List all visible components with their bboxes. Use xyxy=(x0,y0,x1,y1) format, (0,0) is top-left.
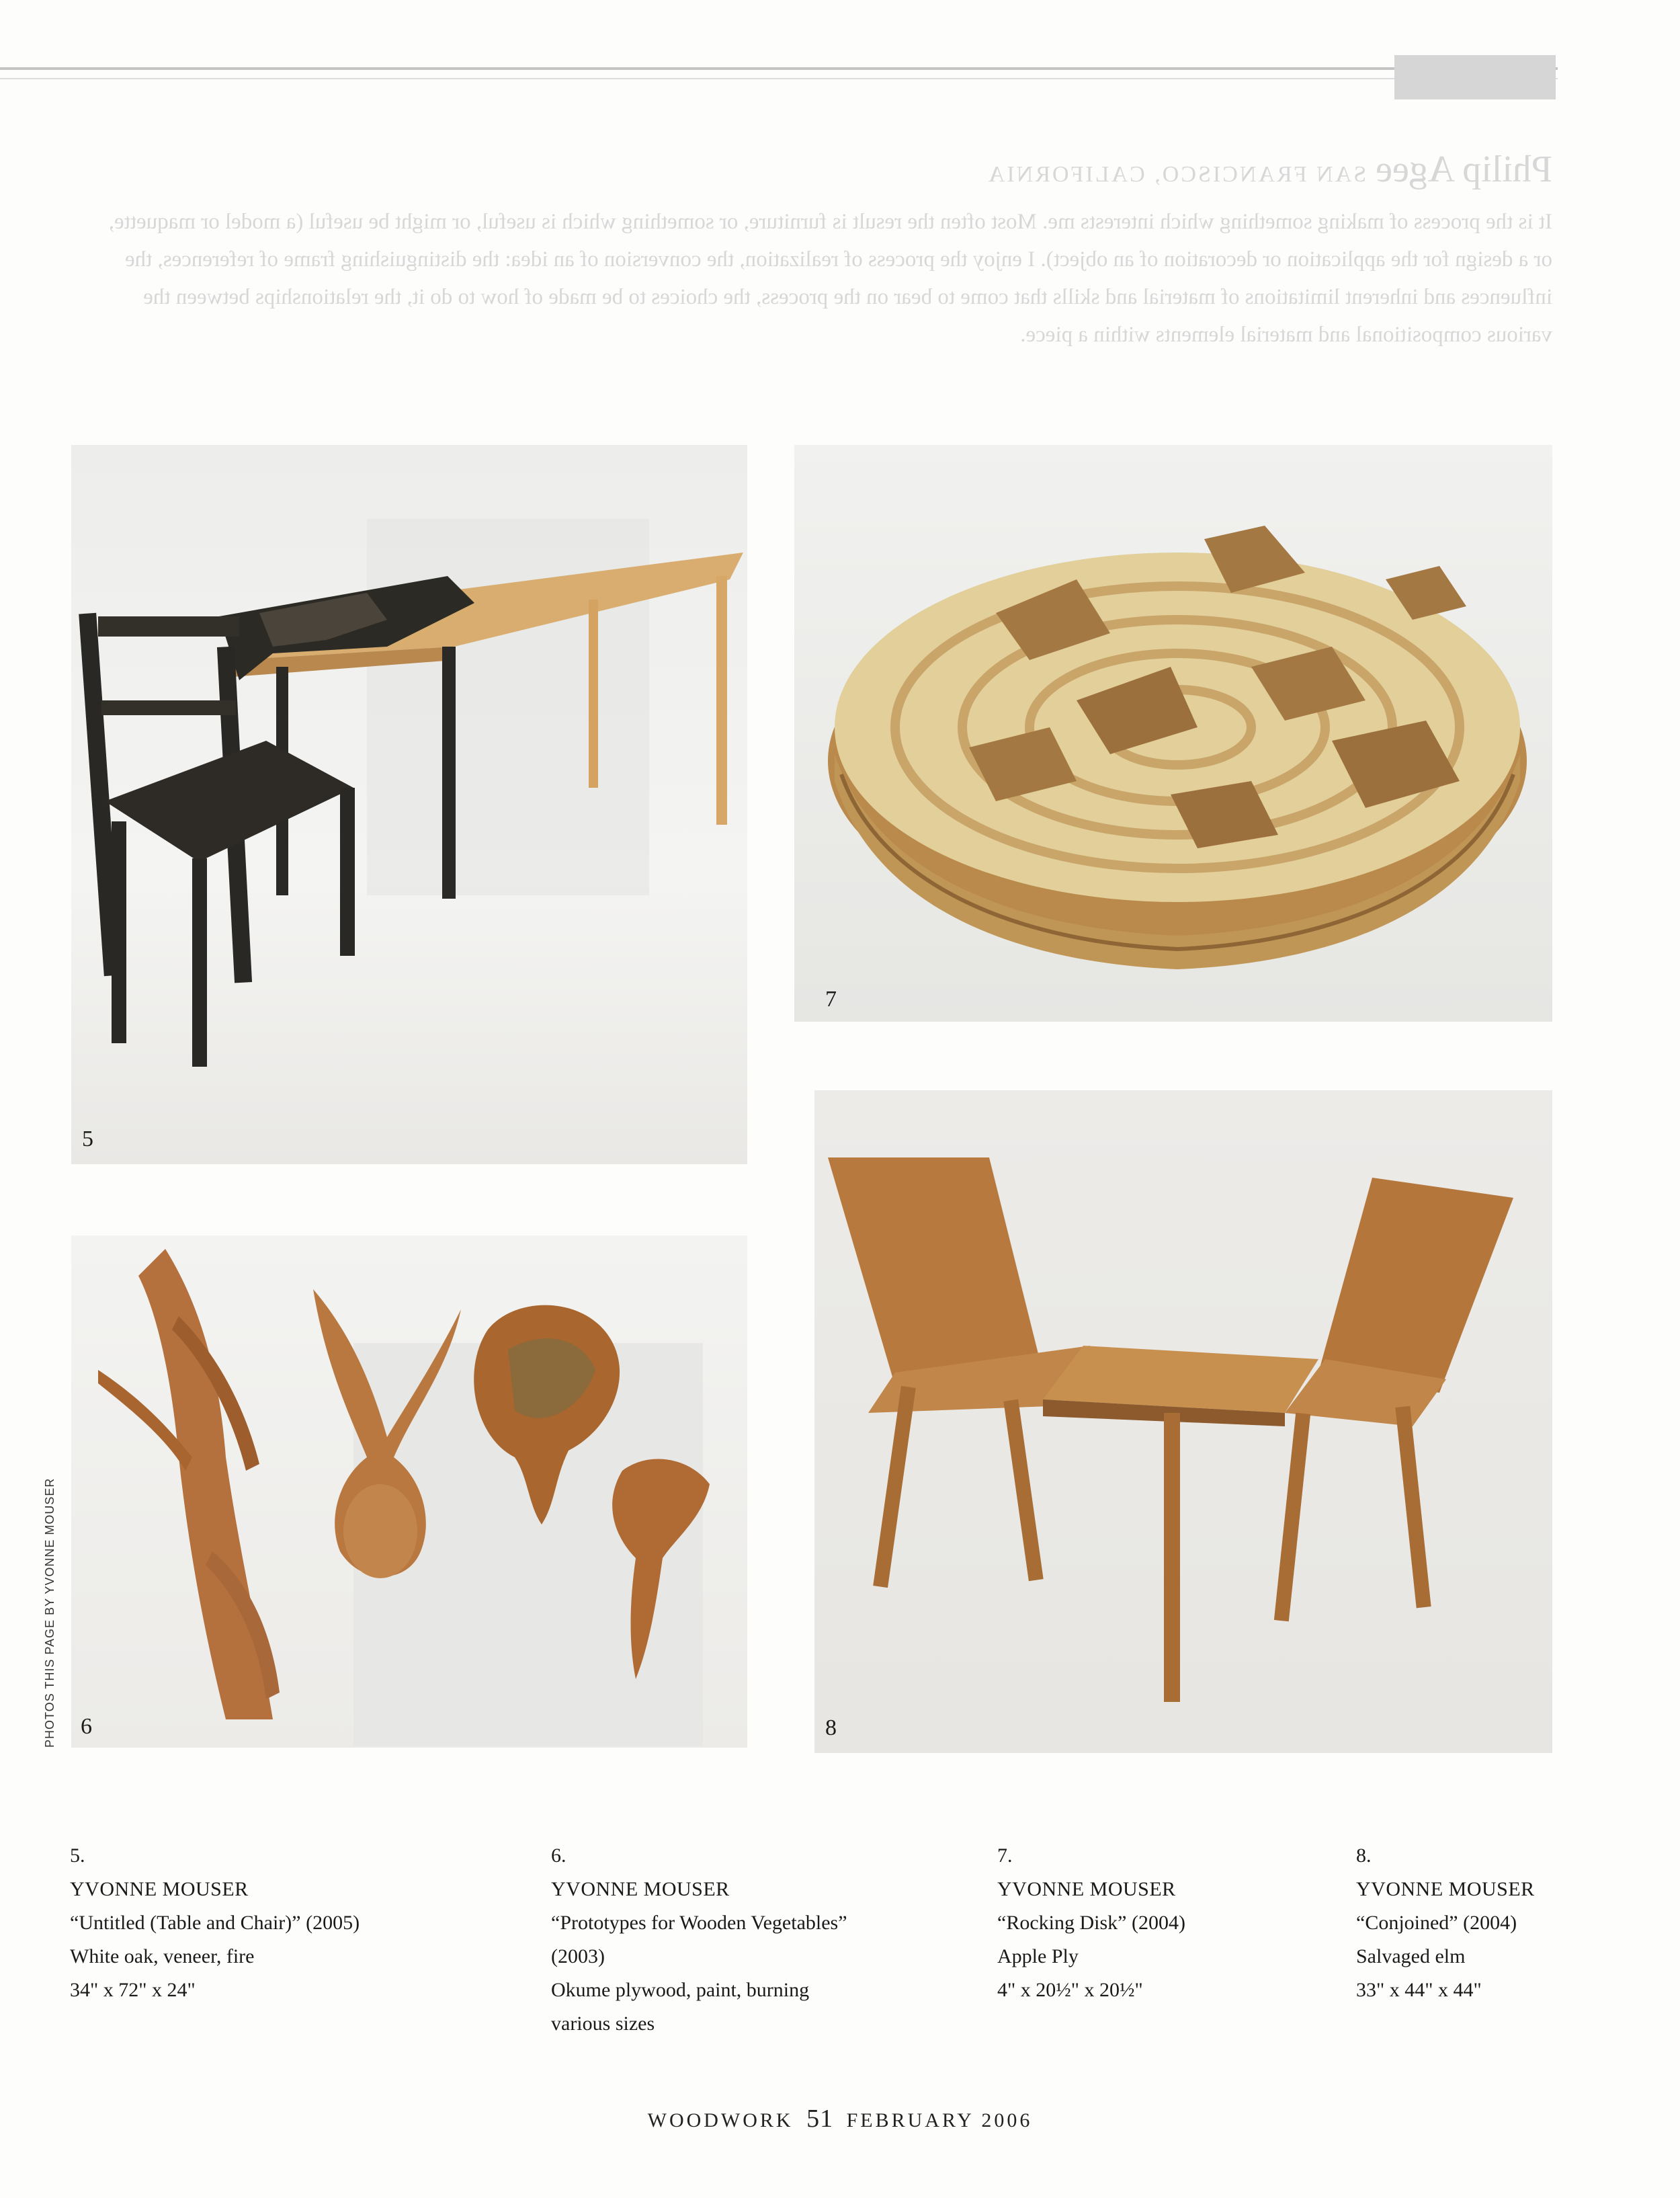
caption-dimensions: 4" x 20½" x 20½" xyxy=(997,1979,1143,2001)
caption-title: “Rocking Disk” (2004) xyxy=(997,1912,1185,1934)
rocking-disk-illustration xyxy=(794,445,1552,1022)
caption-number: 5. xyxy=(70,1844,85,1867)
caption-materials: Salvaged elm xyxy=(1356,1945,1466,1967)
section-tab-block xyxy=(1394,55,1556,99)
header-rule-secondary xyxy=(0,78,1558,79)
table-chair-illustration xyxy=(71,445,747,1164)
footer-page-number: 51 xyxy=(806,2105,834,2133)
show-through-text xyxy=(94,148,1552,354)
photo-credit: PHOTOS THIS PAGE BY YVONNE MOUSER xyxy=(43,1477,56,1748)
caption-artist: YVONNE MOUSER xyxy=(997,1878,1176,1900)
caption-artist: YVONNE MOUSER xyxy=(70,1878,249,1900)
footer-magazine: WOODWORK xyxy=(647,2109,794,2131)
caption-title: “Conjoined” (2004) xyxy=(1356,1912,1517,1934)
caption-materials: Apple Ply xyxy=(997,1945,1079,1967)
photo-rocking-disk xyxy=(794,445,1552,1022)
show-through-heading: Philip Agee SAN FRANCISCO, CALIFORNIA xyxy=(986,149,1552,190)
conjoined-chairs-illustration xyxy=(814,1090,1552,1753)
caption-title: “Prototypes for Wooden Vegetables” (2003) xyxy=(551,1912,847,1967)
caption-6 xyxy=(551,1839,860,2041)
caption-title: “Untitled (Table and Chair)” (2005) xyxy=(70,1912,360,1934)
page-footer xyxy=(0,2104,1680,2133)
caption-number: 6. xyxy=(551,1844,566,1867)
caption-materials: Okume plywood, paint, burning various sizes xyxy=(551,1979,810,2035)
caption-artist: YVONNE MOUSER xyxy=(1356,1878,1535,1900)
figure-number-5: 5 xyxy=(82,1127,93,1151)
photo-conjoined-chairs xyxy=(814,1090,1552,1753)
caption-artist: YVONNE MOUSER xyxy=(551,1878,730,1900)
figure-number-6: 6 xyxy=(81,1714,92,1739)
header-rule xyxy=(0,67,1558,70)
figure-number-7: 7 xyxy=(825,987,837,1012)
caption-number: 7. xyxy=(997,1844,1013,1867)
caption-7 xyxy=(997,1839,1185,2007)
footer-date: FEBRUARY 2006 xyxy=(846,2109,1033,2131)
figure-number-8: 8 xyxy=(825,1715,837,1740)
caption-materials: White oak, veneer, fire xyxy=(70,1945,255,1967)
show-through-body: It is the process of making something which interests me. Most often the result is furniture, or something which is useful, or might be useful (a model or maquette, or a design for the application or decoration of an object). I enjoy the process of realization, the conversion of an idea: the distinguishing frame of references, the influences and inherent limitations of material and skills that come to bear on the process, the choices to be made of how to do it, the relationships between the various compositional and material elements within a piece. xyxy=(108,210,1552,347)
photo-table-and-chair xyxy=(71,445,747,1164)
photo-wooden-vegetables xyxy=(71,1235,747,1748)
caption-dimensions: 34" x 72" x 24" xyxy=(70,1979,196,2001)
wooden-vegetables-illustration xyxy=(71,1235,747,1748)
caption-number: 8. xyxy=(1356,1844,1372,1867)
caption-8 xyxy=(1356,1839,1535,2007)
caption-dimensions: 33" x 44" x 44" xyxy=(1356,1979,1482,2001)
caption-5 xyxy=(70,1839,360,2007)
